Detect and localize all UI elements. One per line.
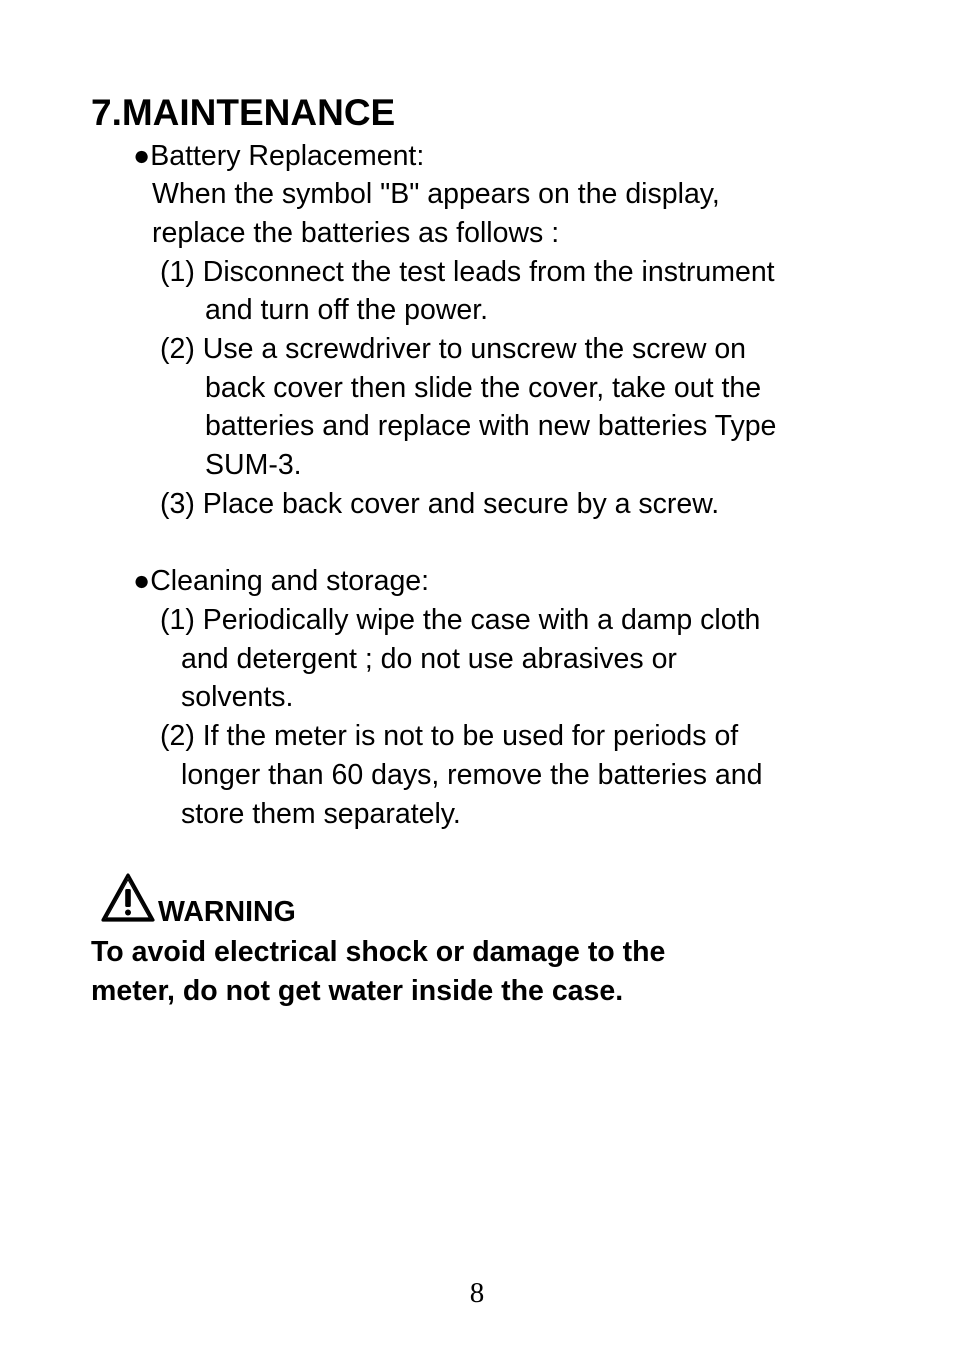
cleaning-step-1: (1) Periodically wipe the case with a damp cloth xyxy=(160,604,761,636)
battery-step-1: (1) Disconnect the test leads from the instrument xyxy=(160,256,775,288)
warning-triangle-icon xyxy=(100,872,156,924)
battery-heading: ●Battery Replacement: xyxy=(133,140,425,172)
battery-step-1-cont: and turn off the power. xyxy=(205,294,489,326)
cleaning-step-2: (2) If the meter is not to be used for periods of xyxy=(160,720,739,752)
warning-text-line: meter, do not get water inside the case. xyxy=(91,975,624,1007)
battery-step-2-cont: batteries and replace with new batteries Type xyxy=(205,410,777,442)
battery-step-2: (2) Use a screwdriver to unscrew the screw on xyxy=(160,333,747,365)
battery-step-3: (3) Place back cover and secure by a screw. xyxy=(160,488,720,520)
warning-text-line: To avoid electrical shock or damage to the xyxy=(91,936,666,968)
battery-step-2-cont: back cover then slide the cover, take out the xyxy=(205,372,762,404)
cleaning-step-2-cont: store them separately. xyxy=(181,798,461,830)
cleaning-step-2-cont: longer than 60 days, remove the batteries and xyxy=(181,759,763,791)
battery-step-2-cont: SUM-3. xyxy=(205,449,302,481)
cleaning-step-1-cont: solvents. xyxy=(181,681,294,713)
section-title: 7.MAINTENANCE xyxy=(91,92,396,133)
warning-title: WARNING xyxy=(158,896,296,928)
cleaning-heading: ●Cleaning and storage: xyxy=(133,565,430,597)
battery-intro-line: When the symbol "B" appears on the display, xyxy=(152,178,720,210)
battery-intro-line: replace the batteries as follows : xyxy=(152,217,560,249)
page-number: 8 xyxy=(469,1277,485,1309)
cleaning-step-1-cont: and detergent ; do not use abrasives or xyxy=(181,643,677,675)
